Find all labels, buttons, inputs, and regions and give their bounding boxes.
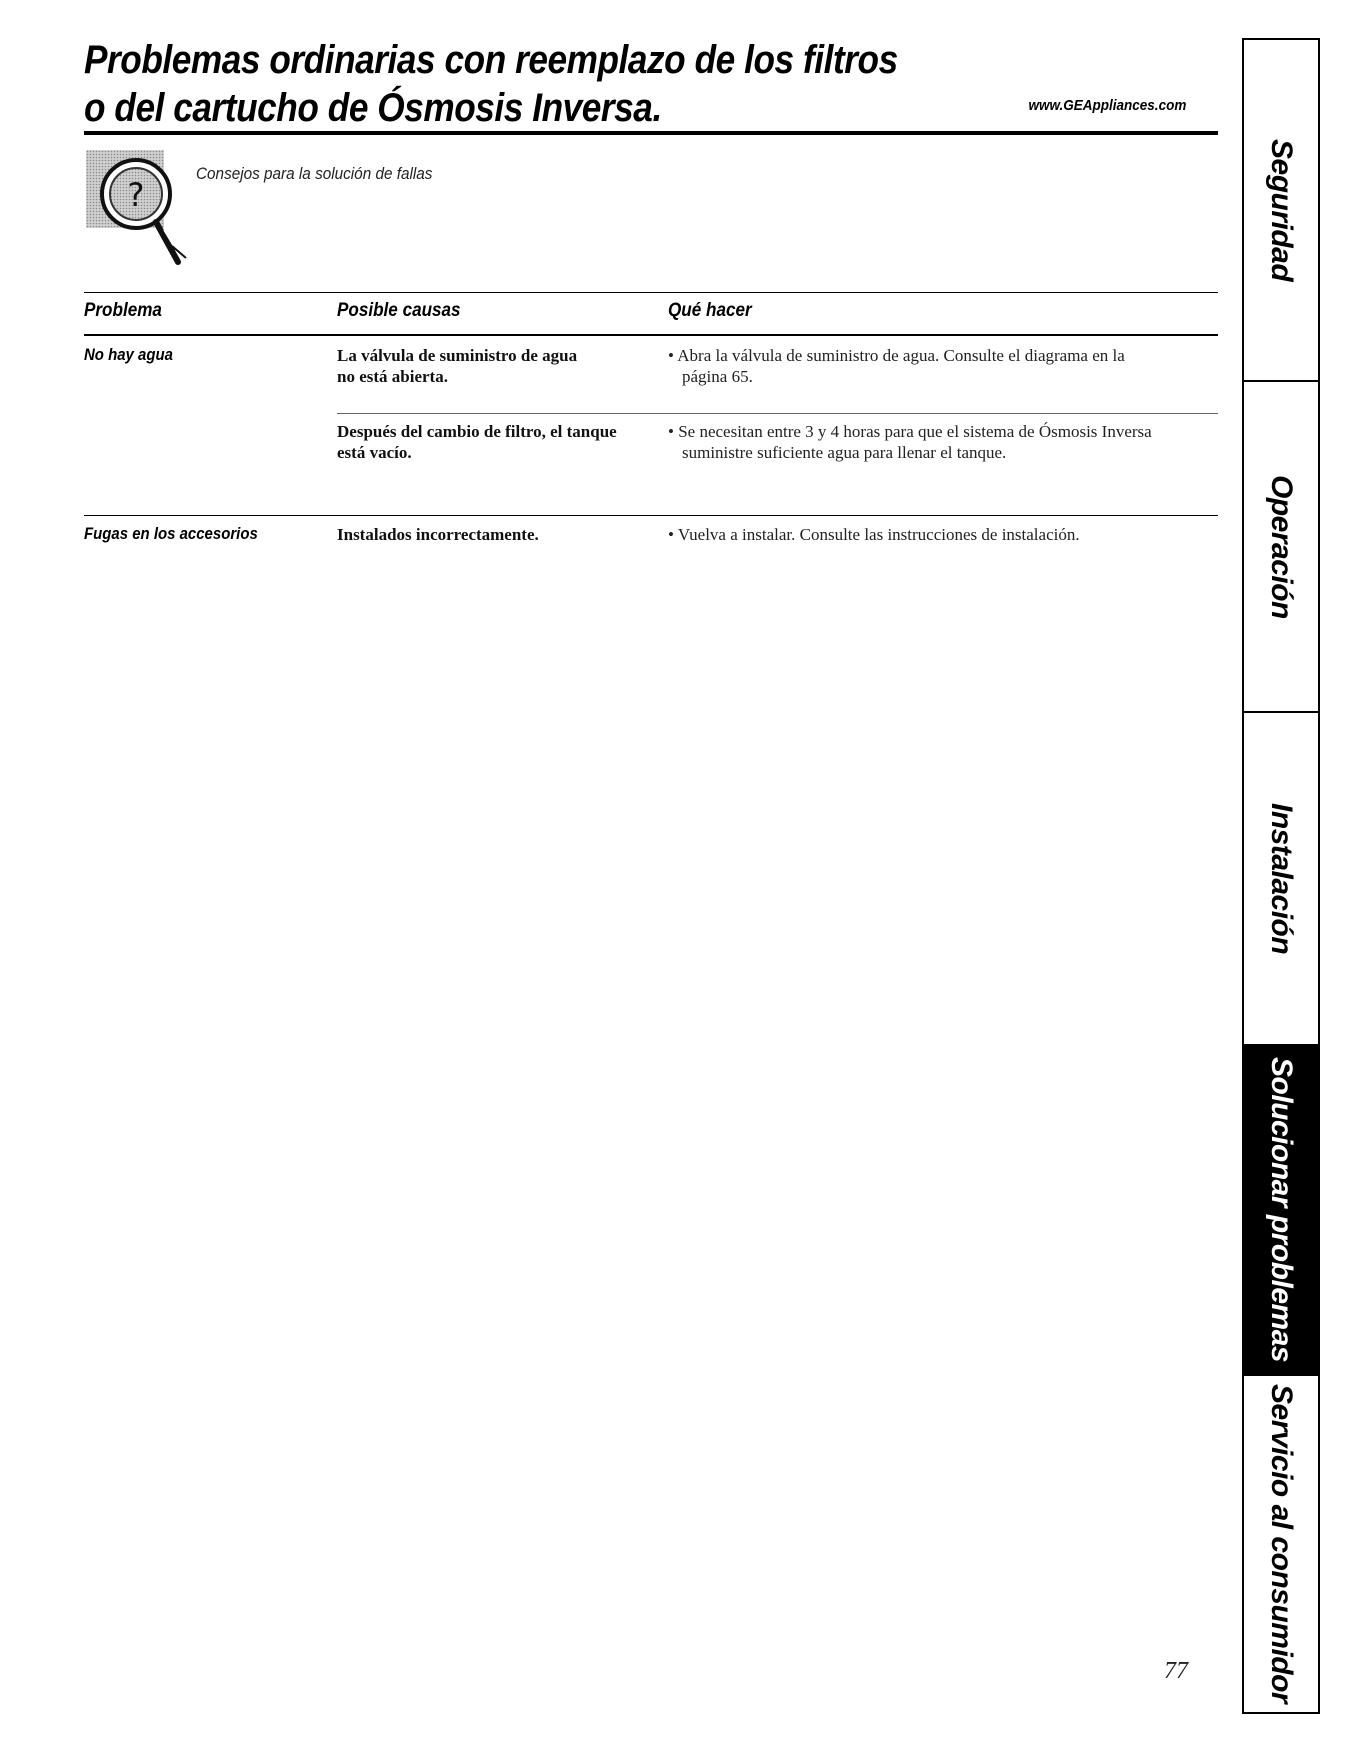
table-top-rule (84, 292, 1218, 293)
title-divider (84, 131, 1218, 135)
row-cause: Instalados incorrectamente. (337, 525, 539, 544)
row-todo: • Vuelva a instalar. Consulte las instrucciones de instalación. (668, 524, 1242, 545)
page-title-line-2: o del cartucho de Ósmosis Inversa. (84, 86, 662, 130)
row-divider (337, 413, 1218, 414)
column-header-todo: Qué hacer (668, 300, 752, 321)
tab-seguridad[interactable] (1244, 40, 1318, 380)
tab-label: Servicio al consumidor (1265, 1384, 1298, 1704)
tab-solucionar-problemas[interactable] (1244, 1044, 1318, 1374)
row-cause: Después del cambio de filtro, el tanque está vacío. (337, 422, 617, 462)
tab-label: Solucionar problemas (1265, 1057, 1298, 1363)
tab-instalacion[interactable] (1244, 711, 1318, 1044)
tab-operacion[interactable] (1244, 380, 1318, 711)
row-todo: • Se necesitan entre 3 y 4 horas para que el sistema de Ósmosis Inversa suministre suficiente agua para llenar el tanque. (668, 421, 1182, 463)
row-divider (84, 515, 1218, 516)
row-problem: Fugas en los accesorios (84, 524, 258, 543)
page-title-line-1: Problemas ordinarias con reemplazo de los filtros (84, 38, 898, 82)
website-url[interactable]: www.GEAppliances.com (1028, 97, 1186, 114)
question-magnifier-icon (86, 150, 206, 275)
column-header-cause: Posible causas (337, 300, 461, 321)
page-number: 77 (1164, 1658, 1188, 1684)
tips-label: Consejos para la solución de fallas (196, 164, 433, 183)
tab-label: Operación (1265, 474, 1298, 619)
section-tabs-sidebar (1242, 38, 1320, 1714)
row-cause: La válvula de suministro de agua no está abierta. (337, 346, 578, 386)
tab-servicio-al-consumidor[interactable] (1244, 1374, 1318, 1712)
header-rule (84, 334, 1218, 336)
tab-label: Instalación (1265, 802, 1298, 955)
row-problem: No hay agua (84, 345, 173, 364)
tab-label: Seguridad (1265, 138, 1298, 282)
row-todo: • Abra la válvula de suministro de agua. Consulte el diagrama en la página 65. (668, 345, 1152, 387)
page-title (84, 36, 898, 132)
column-header-problem: Problema (84, 300, 162, 321)
svg-text:?: ? (127, 176, 145, 214)
